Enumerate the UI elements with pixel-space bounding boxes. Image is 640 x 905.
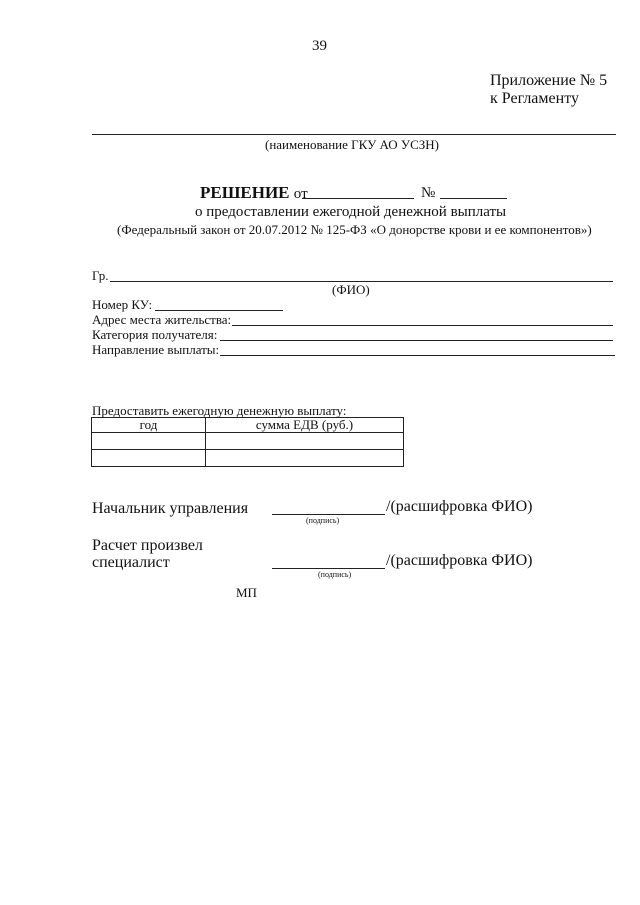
number-sign: № [421,185,436,201]
head-signature-caption: (подпись) [306,516,340,525]
calc-label-line-2: специалист [92,554,170,571]
citizen-label: Гр. [92,268,109,283]
cell-amount [206,433,404,450]
table-row [92,450,404,467]
decision-number-line [440,198,507,199]
decision-subject: о предоставлении ежегодной денежной выплаты [195,204,507,220]
fio-caption: (ФИО) [332,282,370,297]
appendix-line-1: Приложение № 5 [490,72,608,89]
page-number: 39 [312,38,327,54]
law-reference: (Федеральный закон от 20.07.2012 № 125-ФЗ «О донорстве крови и ее компонентов») [117,222,592,237]
category-label: Категория получателя: [92,327,218,342]
address-label: Адрес места жительства: [92,312,232,327]
head-decode: /(расшифровка ФИО) [386,498,533,515]
from-word: от [293,186,308,202]
calc-signature-line [272,568,385,569]
calc-signature-caption: (подпись) [318,570,352,579]
ku-number-label: Номер КУ: [92,297,153,312]
decision-date-line [302,198,414,199]
decision-title [200,183,308,203]
ku-number-line [155,310,283,311]
category-line [220,340,613,341]
appendix-line-2: к Регламенту [490,90,579,107]
direction-label: Направление выплаты: [92,342,220,357]
payout-table [91,417,404,467]
payout-intro: Предоставить ежегодную денежную выплату: [92,403,347,418]
stamp-place: МП [236,585,257,600]
head-of-department-label: Начальник управления [92,500,249,517]
table-row [92,433,404,450]
org-name-caption: (наименование ГКУ АО УСЗН) [265,137,440,152]
head-signature-line [272,514,385,515]
payout-header-row [92,418,404,433]
org-name-line [92,134,616,135]
address-line [232,325,613,326]
direction-line [220,355,615,356]
calc-decode: /(расшифровка ФИО) [386,552,533,569]
calc-label-line-1: Расчет произвел [92,537,203,554]
column-header-year: год [92,418,206,433]
decision-word: РЕШЕНИЕ [200,183,290,202]
cell-year [92,433,206,450]
cell-year [92,450,206,467]
column-header-amount: сумма ЕДВ (руб.) [206,418,404,433]
cell-amount [206,450,404,467]
